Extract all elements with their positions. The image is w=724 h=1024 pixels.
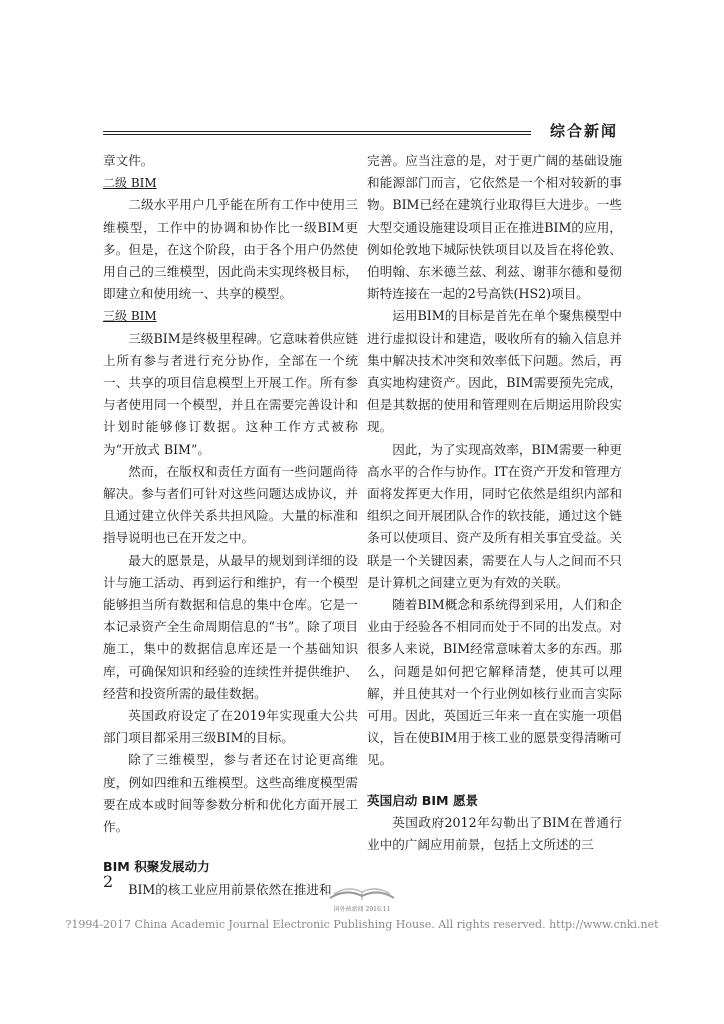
header-rule: [103, 131, 531, 132]
left-column: [103, 150, 358, 901]
right-column: [367, 150, 622, 856]
paragraph: BIM的核工业应用前景依然在推进和: [128, 881, 332, 897]
logo-caption: 国外核新闻 2016.11: [333, 906, 391, 913]
copyright-footer: ?1994-2017 China Academic Journal Electronic Publishing House. All rights reserved. http://www.cnki.net: [65, 918, 659, 931]
header-rule-thin: [103, 134, 531, 135]
paragraph: 英国政府2012年勾勒出了BIM在普通行业中的广阔应用前景，包括上文所述的三: [367, 814, 622, 853]
paragraph: 然而，在版权和责任方面有一些问题尚待解决。参与者们可针对这些问题达成协议，并且通过建立伙伴关系共担风险。大量的标准和指导说明也已在开发之中。: [103, 463, 358, 546]
subheading-level3: 三级 BIM: [103, 309, 157, 324]
paragraph: 除了三维模型，参与者还在讨论更高维度，例如四维和五维模型。这些高维度模型需要在成本或时间等参数分析和优化方面开展工作。: [103, 752, 358, 835]
paragraph: 完善。应当注意的是，对于更广阔的基础设施和能源部门而言，它依然是一个相对较新的事物。BIM已经在建筑行业取得巨大进步。一些大型交通设施建设项目正在推进BIM的应用，例如伦敦地下城际快铁项目以及旨在将伦敦、伯明翰、东米德兰兹、利兹、谢菲尔德和曼彻斯特连接在一起的2号高铁(HS2)项目。: [367, 153, 622, 302]
paragraph: 三级BIM是终极里程碑。它意味着供应链上所有参与者进行充分协作，全部在一个统一、共享的项目信息模型上开展工作。所有参与者使用同一个模型，并且在需要完善设计和计划时能够修订数据。这种工作方式被称为“开放式 BIM”。: [103, 330, 358, 457]
journal-logo: [320, 880, 404, 914]
paragraph: 运用BIM的目标是首先在单个聚焦模型中进行虚拟设计和建造，吸收所有的输入信息并集中解决技术冲突和效率低下问题。然后，再真实地构建资产。因此，BIM需要预先完成，但是其数据的使用和管理则在后期运用阶段实现。: [367, 308, 622, 435]
page-header: [103, 120, 618, 142]
paragraph: 随着BIM概念和系统得到采用，人们和企业由于经验各不相同而处于不同的出发点。对很多人来说，BIM经常意味着太多的东西。那么，问题是如何把它解释清楚，使其可以理解，并且使其对一个行业例如核行业而言实际可用。因此，英国近三年来一直在实施一项倡议，旨在使BIM用于核工业的愿景变得清晰可见。: [367, 597, 622, 768]
section-heading: BIM 积聚发展动力: [103, 859, 210, 875]
paragraph: 章文件。: [103, 153, 154, 168]
paragraph: 英国政府设定了在2019年实现重大公共部门项目都采用三级BIM的目标。: [103, 708, 358, 746]
subheading-level2: 二级 BIM: [103, 176, 157, 191]
section-heading: 英国启动 BIM 愿景: [367, 792, 479, 808]
page-number: 2: [103, 872, 114, 891]
paragraph: 最大的愿景是，从最早的规划到详细的设计与施工活动、再到运行和维护，有一个模型能够担当所有数据和信息的集中仓库。它是一本记录资产全生命周期信息的“书”。除了项目施工，集中的数据信息库还是一个基础知识库，可确保知识和经验的连续性并提供维护、经营和投资所需的最佳数据。: [103, 552, 358, 701]
book-icon: [320, 880, 404, 904]
paragraph: 二级水平用户几乎能在所有工作中使用三维模型，工作中的协调和协作比一级BIM更多。但是，在这个阶段，由于各个用户仍然使用自己的三维模型，因此尚未实现终极目标，即建立和使用统一、共享的模型。: [103, 197, 358, 302]
paragraph: 因此，为了实现高效率，BIM需要一种更高水平的合作与协作。IT在资产开发和管理方面将发挥更大作用，同时它依然是组织内部和组织之间开展团队合作的软技能，通过这个链条可以使项目、资产及所有相关事宜受益。关联是一个关键因素，需要在人与人之间而不只是计算机之间建立更为有效的关联。: [367, 441, 622, 590]
section-title: 综合新闻: [549, 122, 618, 140]
